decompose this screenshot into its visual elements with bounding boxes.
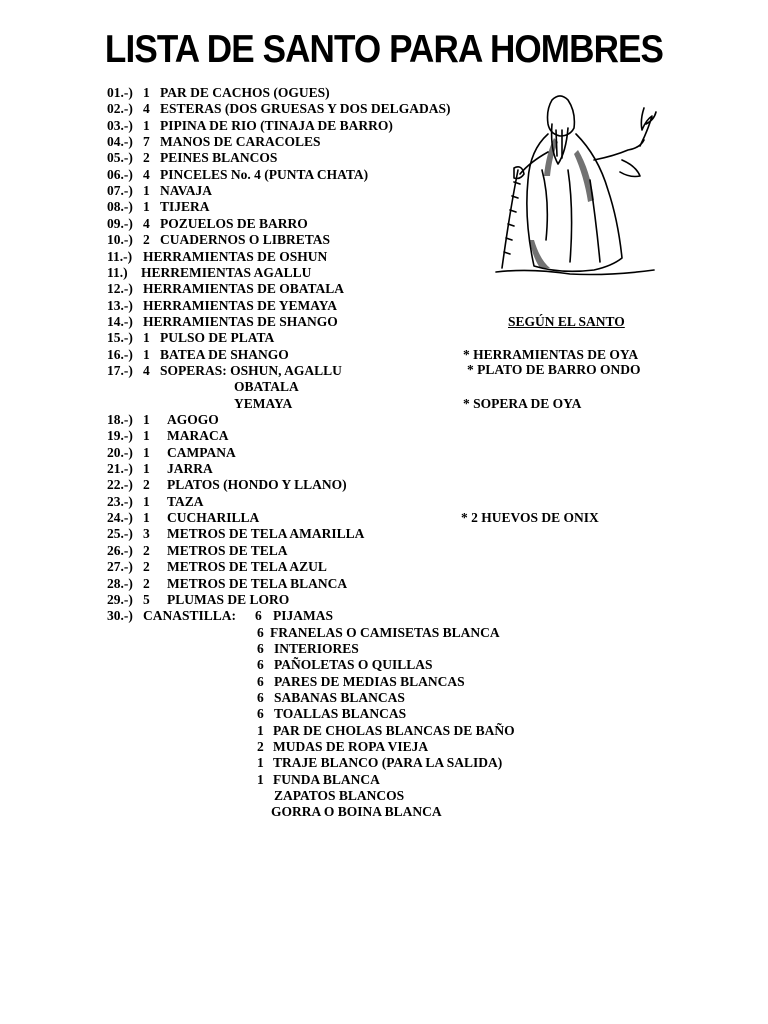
item-number: 09.-) [107,215,133,231]
item-text: METROS DE TELA BLANCA [167,575,348,591]
item-quantity: 2 [143,150,150,166]
item-text: HERRAMIENTAS DE OBATALA [143,281,345,297]
item-text: PEINES BLANCOS [160,150,278,166]
item-number: 08.-) [107,199,133,215]
canastilla-quantity: 6 [257,706,264,722]
item-text: METROS DE TELA [167,542,288,558]
canastilla-quantity: 1 [257,771,264,787]
item-number: 21.-) [107,461,133,477]
item-number: 30.-) [107,608,133,624]
item-quantity: 1 [143,199,150,215]
canastilla-quantity: 6 [257,673,264,689]
item-quantity: 1 [143,493,150,509]
canastilla-text: FUNDA BLANCA [273,771,380,787]
item-text: OBATALA [234,379,299,395]
canastilla-quantity: 2 [257,739,264,754]
item-quantity: 2 [143,477,150,493]
item-number: 01.-) [107,85,133,100]
item-number: 22.-) [107,477,133,493]
page-title: LISTA DE SANTO PARA HOMBRES [104,28,664,71]
segun-item-text: * HERRAMIENTAS DE OYA [463,347,639,362]
item-text: PINCELES No. 4 (PUNTA CHATA) [160,166,369,182]
item-quantity: 1 [143,510,150,526]
item-text: BATEA DE SHANGO [160,346,289,362]
item-text: SOPERAS: OSHUN, AGALLU [160,362,342,378]
canastilla-text: PARES DE MEDIAS BLANCAS [274,673,465,689]
item-number: 14.-) [107,313,133,329]
item-text: MANOS DE CARACOLES [160,134,321,150]
item-number: 19.-) [107,428,133,444]
item-text: HERRAMIENTAS DE OSHUN [143,248,328,264]
item-quantity: 2 [143,575,150,591]
item-quantity: 1 [143,330,150,346]
item-quantity: 1 [143,444,150,460]
canastilla-text: TOALLAS BLANCAS [274,706,407,722]
item-text: POZUELOS DE BARRO [160,215,308,231]
canastilla-text: FRANELAS O CAMISETAS BLANCA [270,624,500,640]
item-number: 15.-) [107,330,133,346]
item-text: METROS DE TELA AZUL [167,559,327,575]
item-text: JARRA [167,461,213,477]
canastilla-text: PAR DE CHOLAS BLANCAS DE BAÑO [273,722,515,738]
item-quantity: 2 [143,559,150,575]
item-text: TAZA [167,493,204,509]
canastilla-quantity: 6 [255,608,262,624]
item-text: HERREMIENTAS AGALLU [141,264,312,280]
item-number: 11.-) [107,248,133,264]
item-text: PLUMAS DE LORO [167,591,290,607]
item-number: 17.-) [107,362,133,378]
item-number: 29.-) [107,591,133,607]
item-text: AGOGO [167,412,219,427]
item-number: 23.-) [107,493,133,509]
canastilla-quantity: 1 [257,755,264,771]
item-number: 02.-) [107,101,133,117]
item-quantity: 2 [143,232,150,248]
canastilla-text: SABANAS BLANCAS [274,689,405,705]
item-text: ESTERAS (DOS GRUESAS Y DOS DELGADAS) [160,101,451,117]
item-number: 04.-) [107,134,133,150]
item-text: CUCHARILLA [167,510,260,526]
segun-item-text: * SOPERA DE OYA [463,396,582,411]
item-number: 12.-) [107,281,133,297]
canastilla-text: PAÑOLETAS O QUILLAS [274,657,433,673]
item-number: 25.-) [107,526,133,542]
item-number: 03.-) [107,117,133,133]
item-quantity: 4 [143,166,150,182]
item-number: 11.) [107,264,128,280]
item-number: 10.-) [107,232,133,248]
item-number: 18.-) [107,412,133,427]
item-quantity: 1 [143,428,150,444]
item-text: CAMPANA [167,444,236,460]
item-text: HERRAMIENTAS DE SHANGO [143,313,338,329]
item-text: TIJERA [160,199,210,215]
item-text: PIPINA DE RIO (TINAJA DE BARRO) [160,117,393,133]
item-quantity: 4 [143,362,150,378]
item-quantity: 1 [143,117,150,133]
item-text: MARACA [167,428,229,444]
canastilla-text: TRAJE BLANCO (PARA LA SALIDA) [273,755,503,771]
item-text: YEMAYA [234,395,293,411]
canastilla-text: PIJAMAS [273,608,333,624]
item-quantity: 4 [143,101,150,117]
canastilla-text: MUDAS DE ROPA VIEJA [273,739,429,754]
canastilla-quantity: 6 [257,624,264,640]
item-quantity: 1 [143,346,150,362]
item-quantity: 7 [143,134,150,150]
item-number: 07.-) [107,183,133,199]
item-number: 24.-) [107,510,133,526]
item-number: 28.-) [107,575,133,591]
item-number: 27.-) [107,559,133,575]
item-number: 13.-) [107,297,133,313]
segun-item-text: * 2 HUEVOS DE ONIX [461,510,599,525]
item-quantity: 2 [143,542,150,558]
item-quantity: 5 [143,591,150,607]
item-text: CUADERNOS O LIBRETAS [160,232,331,248]
canastilla-quantity: 6 [257,689,264,705]
item-number: 05.-) [107,150,133,166]
item-quantity: 1 [143,183,150,199]
item-quantity: 3 [143,526,150,542]
item-text: PULSO DE PLATA [160,330,275,346]
segun-item-text: * PLATO DE BARRO ONDO [467,362,641,377]
canastilla-quantity: 1 [257,722,264,738]
item-quantity: 4 [143,215,150,231]
item-text: NAVAJA [160,183,213,199]
item-number: 06.-) [107,166,133,182]
segun-header-text: SEGÚN EL SANTO [508,314,625,329]
item-text: HERRAMIENTAS DE YEMAYA [143,297,338,313]
canastilla-text: ZAPATOS BLANCOS [274,788,405,804]
item-number: 16.-) [107,346,133,362]
saint-figure-illustration [490,90,660,280]
item-quantity: 1 [143,461,150,477]
item-text: CANASTILLA: [143,608,237,624]
item-text: METROS DE TELA AMARILLA [167,526,365,542]
canastilla-quantity: 6 [257,657,264,673]
canastilla-quantity: 6 [257,640,264,656]
canastilla-text: INTERIORES [274,640,359,656]
item-number: 26.-) [107,542,133,558]
item-quantity: 1 [143,85,150,100]
canastilla-text: GORRA O BOINA BLANCA [271,804,442,820]
item-number: 20.-) [107,444,133,460]
item-text: PAR DE CACHOS (OGUES) [160,85,330,100]
item-text: PLATOS (HONDO Y LLANO) [167,477,347,493]
item-quantity: 1 [143,412,150,427]
